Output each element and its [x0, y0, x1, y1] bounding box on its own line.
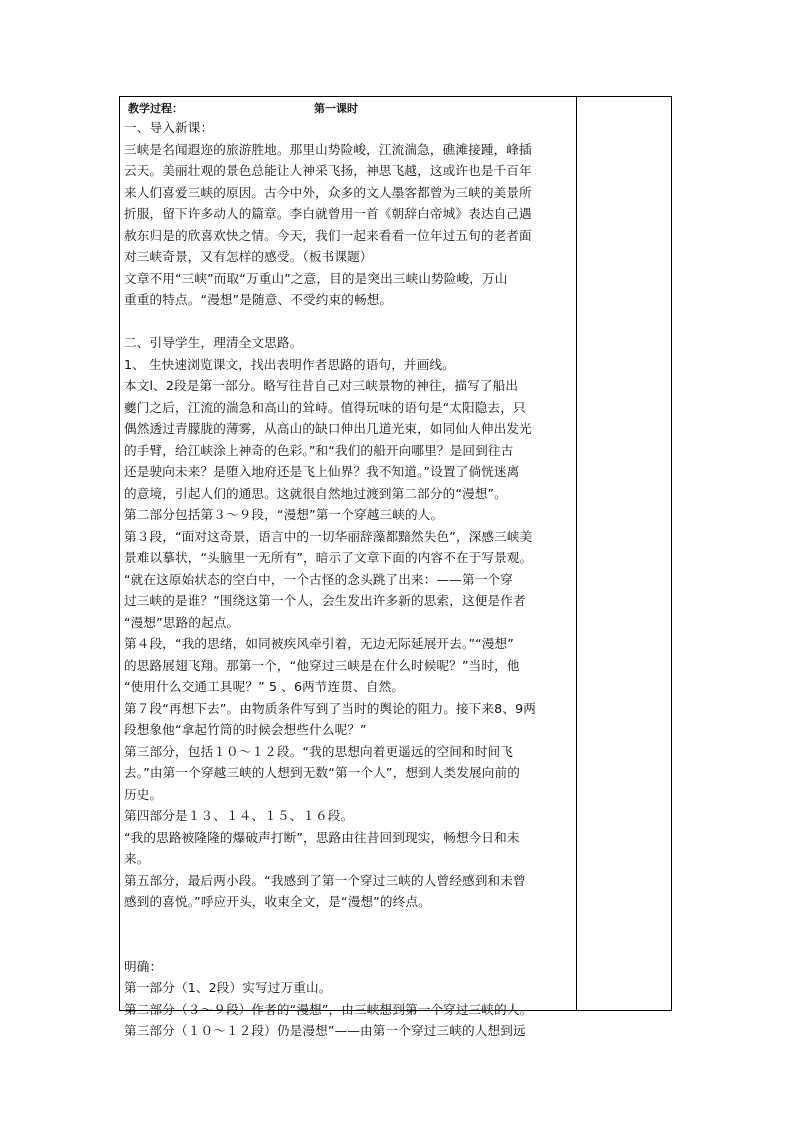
- text-line: 重重的特点。“漫想”是随意、不受约束的畅想。: [124, 292, 393, 307]
- text-line: 偶然透过青朦胧的薄雾，从高山的缺口伸出几道光束，如同仙人伸出发光: [124, 421, 532, 436]
- blank-line: [124, 934, 576, 956]
- text-line: 段想象他“拿起竹筒的时候会想些什么呢？”: [124, 722, 367, 737]
- text-line: “我的思路被隆隆的爆破声打断”，思路由往昔回到现实，畅想今日和未: [124, 829, 520, 845]
- text-line: 去。”由第一个穿越三峡的人想到无数“第一个人”，想到人类发展向前的: [124, 765, 521, 780]
- text-line: 过三峡的是谁？”围绕这第一个人，会生发出许多新的思索，这便是作者: [124, 593, 526, 608]
- text-line: 1、 生快速浏览课文，找出表明作者思路的语句，并画线。: [124, 356, 455, 372]
- text-line: 第二部分包括第３～９段，“漫想”第一个穿越三峡的人。: [124, 507, 444, 522]
- text-line: “就在这原始状态的空白中，一个古怪的念头跳了出来：——第一个穿: [124, 571, 513, 587]
- text-line: 本文l、2段是第一部分。略写往昔自己对三峡景物的神往，描写了船出: [124, 378, 519, 393]
- blank-line: [124, 311, 576, 333]
- text-line: 第３段，“面对这奇景，语言中的一切华丽辞藻都黯然失色”，深感三峡美: [124, 528, 533, 544]
- text-line: 二、引导学生，理清全文思路。: [124, 335, 303, 350]
- text-line: 历史。: [124, 786, 163, 802]
- text-line: 景难以摹状，“头脑里一无所有”，暗示了文章下面的内容不在于写景观。: [124, 550, 533, 565]
- text-line: 文章不用“三峡”而取“万重山”之意，目的是突出三峡山势险峻，万山: [124, 270, 508, 286]
- section-header: [124, 101, 576, 117]
- text-line: 第４段，“我的思绪，如同被疾风牵引着，无边无际延展开去。”“漫想”: [124, 636, 514, 651]
- teaching-process-label: 教学过程：: [128, 102, 183, 115]
- text-line: 第三部分（１０～１２段）仍是漫想”——由第一个穿过三峡的人想到远: [124, 1023, 526, 1038]
- body-text: [124, 117, 576, 1042]
- text-line: 折服，留下许多动人的篇章。李白就曾用一首《朝辞白帝城》表达自己遇: [124, 206, 532, 221]
- text-line: 对三峡奇景，又有怎样的感受。（板书课题）: [124, 249, 373, 264]
- notes-column: [577, 97, 671, 1010]
- text-line: 感到的喜悦。”呼应开头，收束全文，是“漫想”的终点。: [124, 894, 431, 909]
- lesson-period-label: 第一课时: [314, 102, 358, 115]
- lesson-table: [119, 96, 672, 1038]
- text-line: 明确：: [124, 958, 163, 974]
- text-line: 第四部分是１３、１４、１５、１６段。: [124, 808, 354, 823]
- text-line: 第一部分（1、2段）实写过万重山。: [124, 980, 332, 995]
- text-line: 的手臂，给江峡涂上神奇的色彩。”和“我们的船开向哪里？是回到往古: [124, 442, 514, 458]
- text-line: 来人们喜爱三峡的原因。古今中外，众多的文人墨客都曾为三峡的美景所: [124, 184, 532, 200]
- text-line: 还是驶向未来？是堕入地府还是飞上仙界？我不知道。”设置了倘恍迷离: [124, 464, 520, 479]
- text-line: 的意境，引起人们的通思。这就很自然地过渡到第二部分的“漫想”。: [124, 485, 507, 501]
- text-line: 第五部分，最后两小段。“我感到了第一个穿过三峡的人曾经感到和未曾: [124, 872, 526, 888]
- text-line: 赦东归是的欣喜欢快之情。今天，我们一起来看看一位年过五旬的老者面: [124, 227, 532, 243]
- text-line: 来。: [124, 851, 150, 866]
- content-column: [124, 101, 576, 1038]
- blank-line: [124, 913, 576, 935]
- text-line: 夔门之后，江流的湍急和高山的耸峙。值得玩味的语句是“太阳隐去，只: [124, 399, 526, 415]
- text-line: “漫想”思路的起点。: [124, 614, 240, 630]
- text-line: 第７段“再想下去”。由物质条件写到了当时的舆论的阻力。接下来8、9两: [124, 700, 536, 716]
- text-line: 一、导入新课：: [124, 120, 214, 135]
- text-line: 三峡是名闻遐迩的旅游胜地。那里山势险峻，江流湍急，礁滩接踵，峰插: [124, 141, 532, 157]
- text-line: 的思路展翅飞翔。那第一个，“他穿过三峡是在什么时候呢？”当时，他: [124, 657, 520, 673]
- text-line: 第三部分，包括１０～１２段。“我的思想向着更遥远的空间和时间飞: [124, 743, 513, 759]
- text-line: “使用什么交通工具呢？” 5 、6两节连贯、自然。: [124, 679, 405, 694]
- text-line: 云天。美丽壮观的景色总能让人神采飞扬，神思飞越，这或许也是千百年: [124, 163, 532, 178]
- text-line: 第二部分（３～９段）作者的“漫想”，由三峡想到第一个穿过三峡的人。: [124, 1001, 533, 1017]
